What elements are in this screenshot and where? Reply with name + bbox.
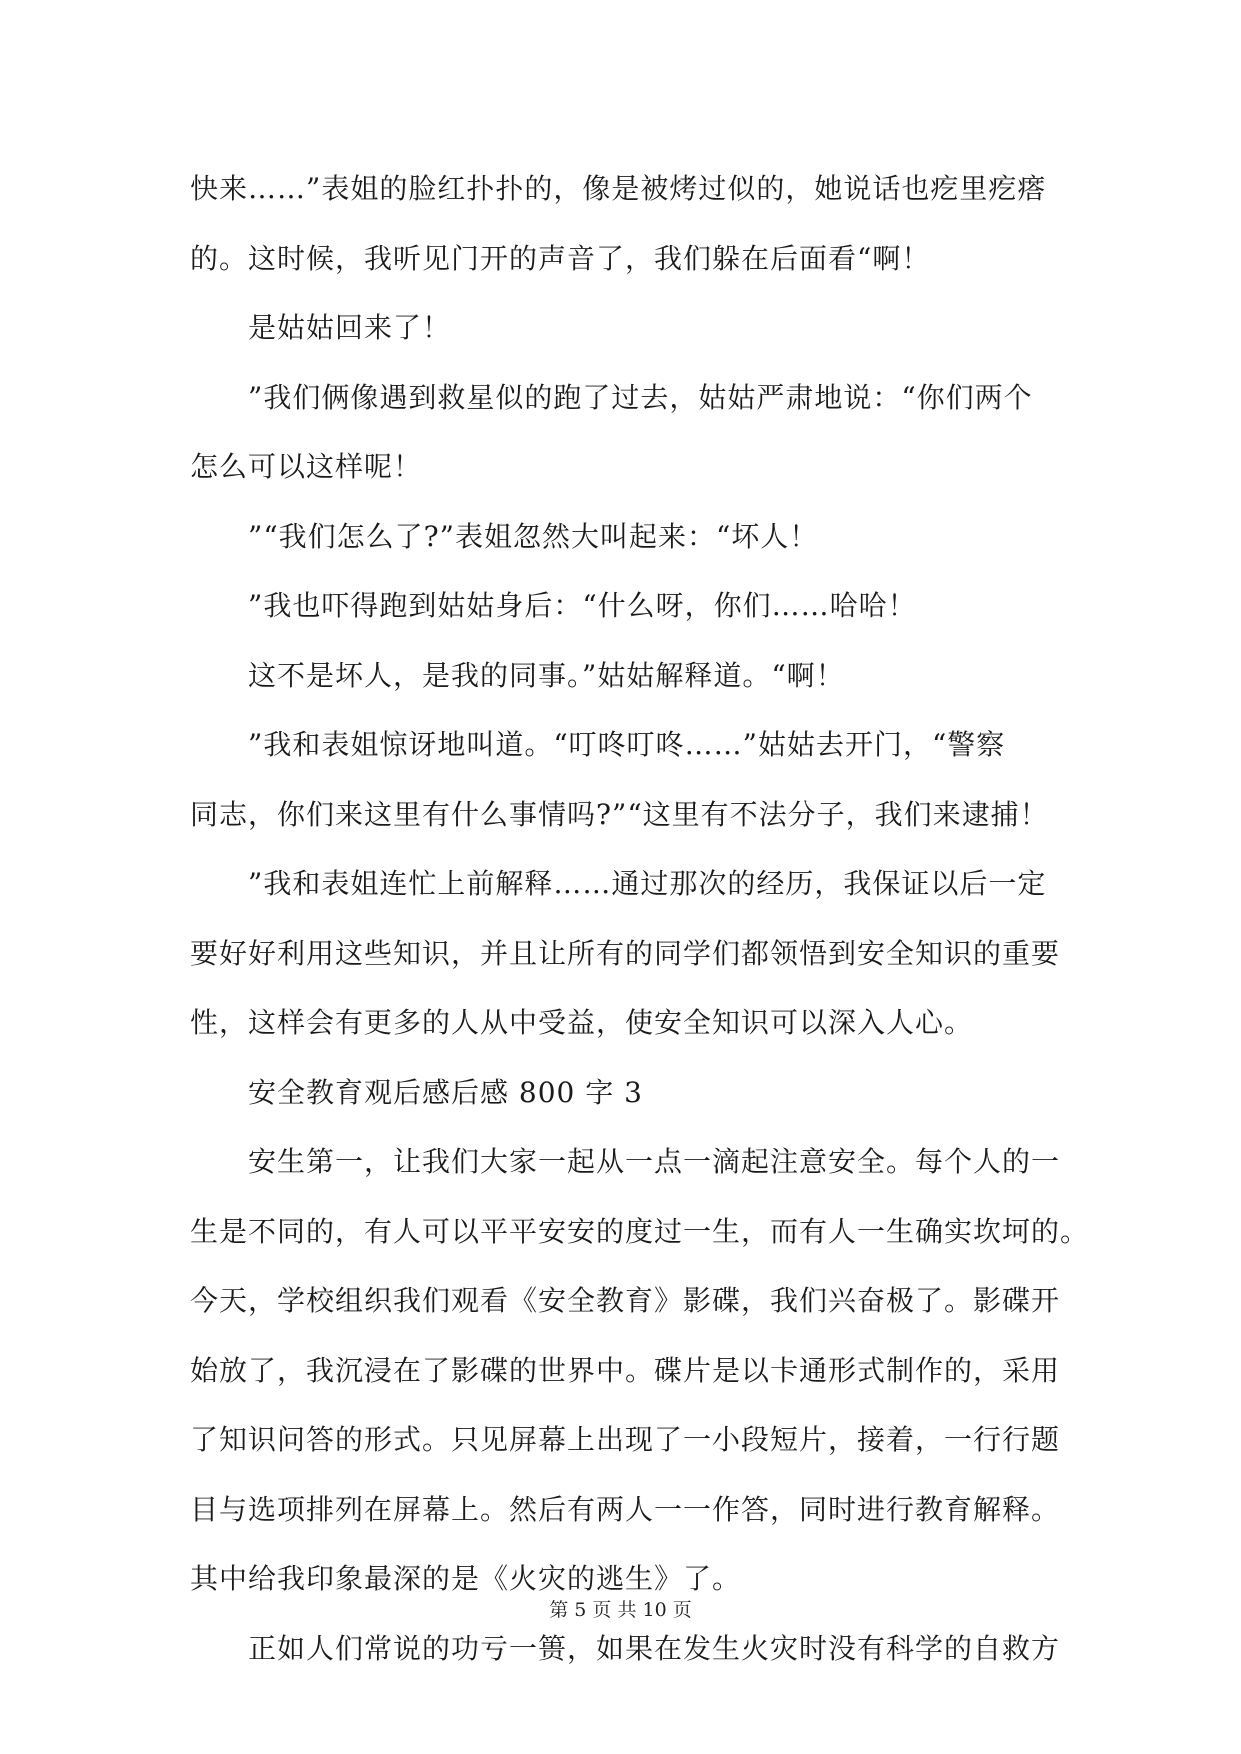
- text-line: 目与选项排列在屏幕上。然后有两人一一作答，同时进行教育解释。: [190, 1492, 1061, 1526]
- text-line: 始放了，我沉浸在了影碟的世界中。碟片是以卡通形式制作的，采用: [190, 1353, 1061, 1387]
- text-line: 正如人们常说的功亏一篑，如果在发生火灾时没有科学的自救方: [248, 1631, 1061, 1665]
- text-line: 这不是坏人，是我的同事。”姑姑解释道。“啊！: [248, 658, 845, 692]
- text-line: 生是不同的，有人可以平平安安的度过一生，而有人一生确实坎坷的。: [190, 1214, 1090, 1248]
- text-line: 安全教育观后感后感 800 字 3: [248, 1075, 643, 1109]
- text-line: 快来……”表姐的脸红扑扑的，像是被烤过似的，她说话也疙里疙瘩: [190, 172, 1047, 205]
- page-footer: 第 5 页 共 10 页: [549, 1599, 692, 1621]
- text-line: ”我和表姐连忙上前解释……通过那次的经历，我保证以后一定: [248, 867, 1047, 900]
- text-line: 今天，学校组织我们观看《安全教育》影碟，我们兴奋极了。影碟开: [190, 1284, 1061, 1317]
- text-line: 性，这样会有更多的人从中受益，使安全知识可以深入人心。: [190, 1006, 974, 1039]
- text-line: 安生第一，让我们大家一起从一点一滴起注意安全。每个人的一: [248, 1145, 1061, 1178]
- text-line: ”“我们怎么了?”表姐忽然大叫起来：“坏人！: [248, 519, 819, 553]
- text-line: 怎么可以这样呢！: [190, 450, 423, 483]
- text-line: 了知识问答的形式。只见屏幕上出现了一小段短片，接着，一行行题: [190, 1423, 1061, 1456]
- text-line: ”我也吓得跑到姑姑身后：“什么呀，你们……哈哈！: [248, 589, 917, 622]
- body-text: [190, 154, 1090, 1683]
- text-line: 要好好利用这些知识，并且让所有的同学们都领悟到安全知识的重要: [190, 936, 1061, 970]
- text-line: 的。这时候，我听见门开的声音了，我们躲在后面看“啊！: [190, 241, 931, 275]
- text-line: 其中给我印象最深的是《火灾的逃生》了。: [190, 1562, 742, 1595]
- text-line: ”我和表姐惊讶地叫道。“叮咚叮咚……”姑姑去开门，“警察: [248, 728, 1006, 761]
- text-line: 同志，你们来这里有什么事情吗?”“这里有不法分子，我们来逮捕！: [190, 797, 1049, 831]
- text-line: 是姑姑回来了！: [248, 311, 452, 344]
- text-line: ”我们俩像遇到救星似的跑了过去，姑姑严肃地说：“你们两个: [248, 380, 1033, 414]
